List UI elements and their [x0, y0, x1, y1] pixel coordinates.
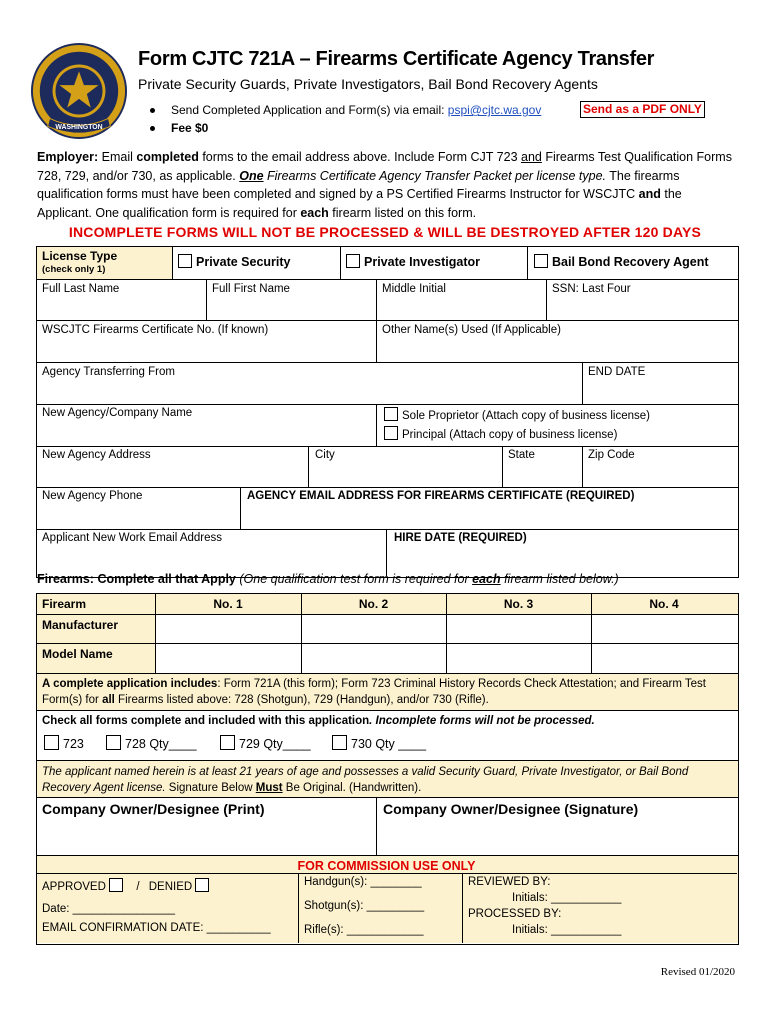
shotguns-field[interactable]: Shotgun(s): _________ [304, 900, 425, 912]
owner-print-field[interactable]: Company Owner/Designee (Print) [42, 801, 265, 817]
emp-underline: and [521, 150, 542, 164]
approved-denied [42, 878, 213, 893]
firearms-note: (One qualification test form is required for [239, 572, 473, 586]
divider [502, 446, 503, 487]
complete-app-lead: A complete application includes [42, 678, 218, 690]
divider [206, 279, 207, 320]
checklist-tail: . Incomplete forms will not be processed. [369, 715, 595, 727]
divider [546, 279, 547, 320]
reviewed-by-label: REVIEWED BY: [468, 876, 551, 888]
emp-bold: each [300, 205, 329, 220]
divider [298, 873, 299, 943]
row-divider [36, 279, 739, 280]
approved-label: APPROVED [42, 881, 106, 893]
firearms-note: firearm listed below.) [500, 572, 619, 586]
manufacturer-3-input[interactable] [447, 615, 591, 643]
row-divider [36, 873, 737, 874]
emp-text: the Applicant. One qualification form is required for [37, 187, 682, 220]
option-label: Private Investigator [364, 255, 481, 269]
attest-italic: The applicant named herein is at least 21 years of age and possesses a valid Security Guard, Private Investigator, or Bail Bond Recovery Agent license. [42, 766, 689, 794]
commission-heading: FOR COMMISSION USE ONLY [297, 859, 476, 873]
checkbox[interactable] [220, 735, 235, 750]
new-agency-name-field[interactable]: New Agency/Company Name [42, 407, 193, 419]
checkbox[interactable] [384, 407, 398, 421]
divider [240, 487, 241, 529]
license-type-label: License Type [42, 249, 118, 263]
slash: / [136, 881, 140, 893]
emp-text: firearm listed on this form. [328, 205, 477, 220]
divider [386, 529, 387, 576]
email-link[interactable]: pspi@cjtc.wa.gov [447, 103, 542, 117]
bullet-fee [150, 121, 208, 135]
license-bail-bond[interactable] [534, 254, 709, 269]
lower-section [36, 673, 739, 945]
emp-text: The firearms qualification forms must have been completed and signed by a PS Certified Firearms Instructor for WSCJTC [37, 168, 680, 201]
option-label: Private Security [196, 255, 291, 269]
approved-checkbox[interactable] [109, 878, 123, 892]
row-manufacturer: Manufacturer [42, 618, 119, 632]
zip-field[interactable]: Zip Code [588, 449, 635, 461]
checklist-729[interactable] [220, 735, 311, 751]
row-model-name: Model Name [42, 647, 113, 661]
checkbox[interactable] [178, 254, 192, 268]
denied-checkbox[interactable] [195, 878, 209, 892]
certificate-number-field[interactable]: WSCJTC Firearms Certificate No. (If known) [42, 324, 269, 336]
model-3-input[interactable] [447, 644, 591, 672]
owner-signature-field[interactable]: Company Owner/Designee (Signature) [383, 801, 639, 817]
state-field[interactable]: State [508, 449, 535, 461]
license-type-hint: (check only 1) [42, 264, 106, 275]
col-no3: No. 3 [503, 597, 534, 611]
divider [527, 246, 528, 279]
applicant-grid [36, 246, 739, 578]
row-divider [36, 362, 739, 363]
email-confirmation-date-field[interactable]: EMAIL CONFIRMATION DATE: __________ [42, 922, 271, 934]
attest-text: Be Original. (Handwritten). [282, 782, 422, 794]
model-1-input[interactable] [156, 644, 301, 672]
complete-app-text: Firearms listed above: 728 (Shotgun), 729 (Handgun), and/or 730 (Rifle). [114, 694, 489, 706]
other-names-field[interactable]: Other Name(s) Used (If Applicable) [382, 324, 561, 336]
col-no1: No. 1 [213, 597, 243, 611]
firearms-note-each: each [472, 572, 501, 586]
complete-application-note [42, 676, 732, 708]
checkbox[interactable] [106, 735, 121, 750]
option-label: Principal (Attach copy of business license) [402, 429, 618, 441]
checkbox[interactable] [332, 735, 347, 750]
checklist-730[interactable] [332, 735, 426, 751]
checkbox[interactable] [44, 735, 59, 750]
checklist-lead: Check all forms complete and included with this application [42, 715, 370, 727]
washington-cjtc-seal [30, 42, 128, 140]
checkbox[interactable] [534, 254, 548, 268]
row-divider [36, 487, 739, 488]
attestation-text [42, 764, 732, 796]
incomplete-forms-warning: INCOMPLETE FORMS WILL NOT BE PROCESSED & WILL BE DESTROYED AFTER 120 DAYS [68, 224, 702, 240]
emp-text: Email [98, 150, 137, 164]
manufacturer-1-input[interactable] [156, 615, 301, 643]
divider [376, 797, 377, 855]
agency-from-field[interactable]: Agency Transferring From [42, 366, 175, 378]
check-label: 723 [63, 737, 84, 751]
complete-app-all: all [102, 694, 115, 706]
option-label: Bail Bond Recovery Agent [552, 255, 709, 269]
check-label: 728 Qty____ [125, 737, 197, 751]
divider [582, 362, 583, 404]
employer-lead: Employer: [37, 150, 99, 164]
firearms-heading-bold: Firearms: Complete all that Apply [37, 572, 240, 586]
firearms-heading [37, 572, 619, 586]
col-no2: No. 2 [358, 597, 389, 611]
divider [376, 279, 377, 320]
divider [376, 404, 377, 446]
check-label: 730 Qty ____ [351, 737, 427, 751]
hire-date-field[interactable]: HIRE DATE (REQUIRED) [394, 532, 527, 544]
col-no4: No. 4 [649, 597, 679, 611]
reviewed-initials-field[interactable]: Initials: ___________ [512, 892, 622, 904]
emp-text: forms to the email address above. Include Form CJT 723 [198, 150, 521, 164]
attest-must: Must [255, 782, 283, 794]
attest-text: Signature Below [165, 782, 256, 794]
bullet-text: Send Completed Application and Form(s) via email: [171, 103, 448, 117]
divider [172, 246, 173, 279]
option-label: Sole Proprietor (Attach copy of business license) [402, 410, 651, 422]
divider [340, 246, 341, 279]
license-private-security[interactable] [178, 254, 291, 269]
check-label: 729 Qty____ [239, 737, 311, 751]
row-divider [36, 404, 739, 405]
checklist-728[interactable] [106, 735, 197, 751]
emp-bold: completed [136, 150, 199, 164]
first-name-field[interactable]: Full First Name [212, 283, 290, 295]
revision-date: Revised 01/2020 [660, 966, 735, 978]
bullet-send-email [150, 103, 541, 117]
employer-instructions [37, 148, 737, 222]
middle-initial-field[interactable]: Middle Initial [382, 283, 446, 295]
col-firearm: Firearm [42, 597, 87, 611]
processed-by-label: PROCESSED BY: [468, 908, 562, 920]
checklist-heading [42, 715, 595, 727]
complete-app-text: : Form 721A (this form); Form 723 Criminal History Records Check Attestation; and Firearm Test Form(s) for [42, 678, 707, 706]
emp-bold: and [638, 187, 661, 201]
checkbox[interactable] [384, 426, 398, 440]
divider [308, 446, 309, 487]
row-divider [36, 320, 739, 321]
pdf-only-notice: Send as a PDF ONLY [580, 101, 705, 118]
fee-text: Fee $0 [171, 121, 209, 135]
model-4-input[interactable] [592, 644, 737, 672]
firearms-table [36, 593, 739, 675]
checklist-723[interactable] [44, 735, 84, 751]
license-private-investigator[interactable] [346, 254, 480, 269]
emp-one: One [239, 168, 264, 183]
agency-email-field[interactable]: AGENCY EMAIL ADDRESS FOR FIREARMS CERTIFICATE (REQUIRED) [247, 490, 635, 502]
sole-proprietor-option[interactable] [384, 407, 650, 422]
divider [376, 320, 377, 362]
emp-italic: Firearms Certificate Agency Transfer Packet per license type. [263, 168, 607, 183]
emp-text: Firearms Test Qualification Forms 728, 729, and/or 730, as applicable. [37, 150, 732, 183]
work-email-field[interactable]: Applicant New Work Email Address [42, 532, 223, 544]
new-agency-phone-field[interactable]: New Agency Phone [42, 490, 143, 502]
row-divider [36, 797, 739, 798]
new-agency-address-field[interactable]: New Agency Address [42, 449, 151, 461]
row-divider [36, 446, 739, 447]
commission-date-field[interactable]: Date: ________________ [42, 903, 176, 915]
divider [462, 873, 463, 943]
rifles-field[interactable]: Rifle(s): ____________ [304, 924, 424, 936]
handguns-field[interactable]: Handgun(s): ________ [304, 876, 422, 888]
row-divider [36, 529, 739, 530]
bullet-dot [150, 108, 155, 113]
end-date-field[interactable]: END DATE [588, 366, 646, 378]
form-title: Form CJTC 721A – Firearms Certificate Agency Transfer [138, 48, 655, 70]
form-subtitle: Private Security Guards, Private Investigators, Bail Bond Recovery Agents [138, 76, 598, 92]
checkbox[interactable] [346, 254, 360, 268]
manufacturer-2-input[interactable] [302, 615, 446, 643]
svg-text:WASHINGTON: WASHINGTON [55, 124, 103, 132]
last-name-field[interactable]: Full Last Name [42, 283, 120, 295]
model-2-input[interactable] [302, 644, 446, 672]
divider [582, 446, 583, 487]
processed-initials-field[interactable]: Initials: ___________ [512, 924, 622, 936]
ssn-field[interactable]: SSN: Last Four [552, 283, 631, 295]
city-field[interactable]: City [315, 449, 335, 461]
manufacturer-4-input[interactable] [592, 615, 737, 643]
principal-option[interactable] [384, 426, 617, 441]
bullet-dot [150, 126, 155, 131]
row-divider [36, 710, 739, 711]
denied-label: DENIED [148, 881, 193, 893]
